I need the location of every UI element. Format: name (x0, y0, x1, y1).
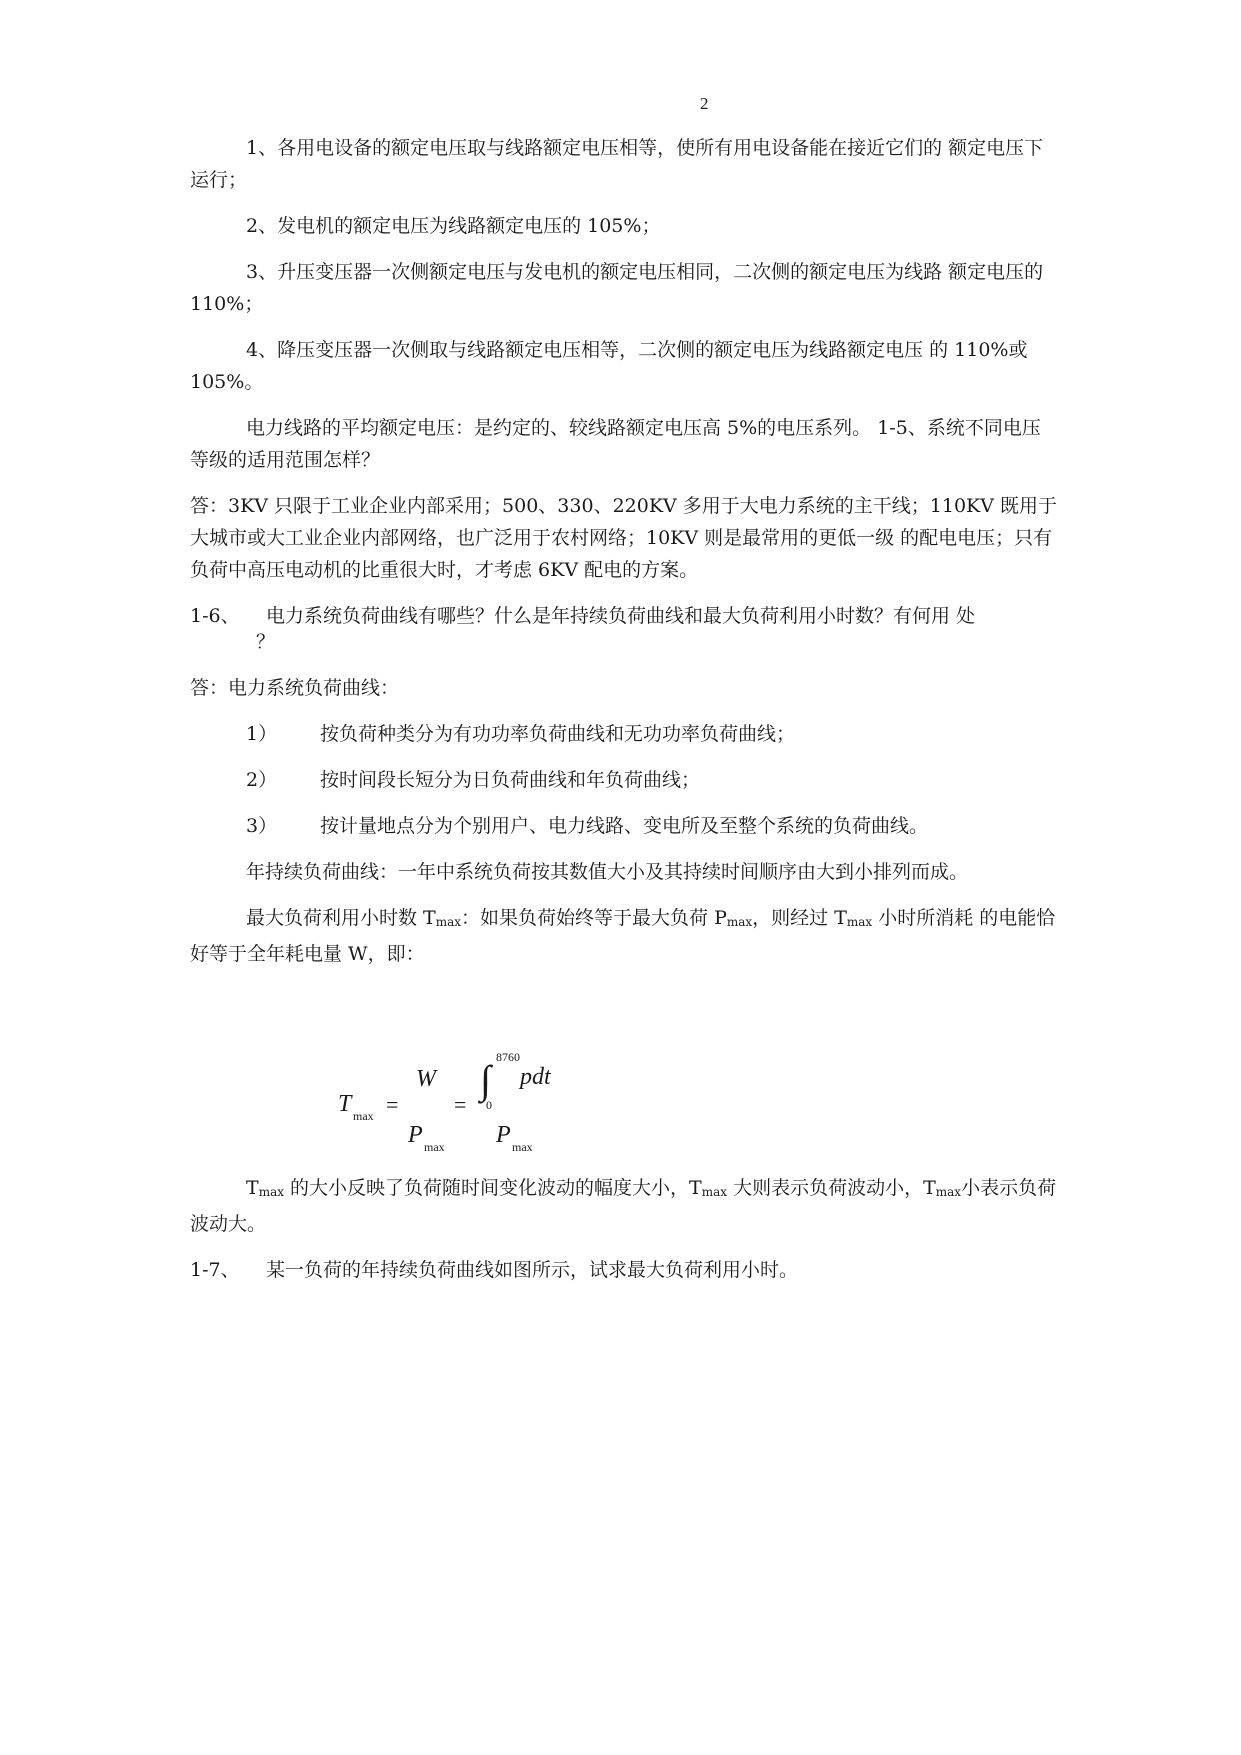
text-segment: ：如果负荷始终等于最大负荷 P (461, 907, 727, 929)
subscript: max (935, 1185, 962, 1199)
answer-1-6-intro: 答：电力系统负荷曲线： (190, 677, 400, 699)
subscript: max (435, 915, 462, 929)
tmax-formula (338, 1050, 578, 1154)
integral-upper-limit: 8760 (496, 1050, 520, 1064)
subscript: max (701, 1185, 728, 1199)
list-item-number: 2） (246, 769, 278, 791)
paragraph-annual-load-curve: 年持续负荷曲线：一年中系统负荷按其数值大小及其持续时间顺序由大到小排列而成。 (246, 861, 969, 883)
text-segment: 最大负荷利用小时数 T (246, 907, 436, 929)
list-item-text: 按计量地点分为个别用户、电力线路、变电所及至整个系统的负荷曲线。 (320, 815, 929, 837)
formula-equals: = (386, 1092, 399, 1117)
body-text (190, 132, 1058, 984)
formula-denominator-p: P (408, 1122, 423, 1148)
question-1-7 (190, 1254, 1058, 1286)
list-item-text: 按时间段长短分为日负荷曲线和年负荷曲线； (320, 769, 701, 791)
question-1-7-number: 1-7、 (190, 1259, 240, 1281)
text-segment: 小时所消耗 的电能恰好等于全年耗电量 W，即： (190, 907, 1056, 965)
integral-lower-limit: 0 (486, 1098, 492, 1112)
formula-denominator-subscript: max (512, 1140, 533, 1154)
question-1-6-text: 电力系统负荷曲线有哪些？什么是年持续负荷曲线和最大负荷利用小时数？有何用 处 (266, 605, 976, 627)
question-1-7-text: 某一负荷的年持续负荷曲线如图所示，试求最大负荷利用小时。 (266, 1259, 799, 1281)
list-item-number: 3） (246, 815, 278, 837)
text-segment: 小表示负荷波动大。 (190, 1177, 1057, 1235)
paragraph-2: 2、发电机的额定电压为线路额定电压的 105%； (246, 215, 661, 237)
subscript: max (258, 1185, 284, 1199)
list-item (246, 764, 1058, 796)
text-segment: 的大小反映了负荷随时间变化波动的幅度大小，T (284, 1177, 702, 1199)
formula-lhs-subscript: max (353, 1109, 374, 1123)
list-item-number: 1） (246, 723, 278, 745)
paragraph-3: 3、升压变压器一次侧额定电压与发电机的额定电压相同，二次侧的额定电压为线路 额定电压的 110%； (190, 261, 1044, 315)
formula-numerator-w: W (416, 1066, 436, 1092)
answer-1-5: 答：3KV 只限于工业企业内部采用；500、330、220KV 多用于大电力系统的主干线；110KV 既用于大城市或大工业企业内部网络，也广泛用于农村网络；10KV 则是最常用的更低一级 的配电电压；只有负荷中高压电动机的比重很大时，才考虑 6KV 配电的方案。 (190, 495, 1058, 581)
question-1-6 (190, 600, 1058, 658)
text-segment: T (246, 1177, 259, 1199)
subscript: max (726, 915, 753, 929)
subscript: max (846, 915, 873, 929)
formula-equals: = (454, 1092, 467, 1117)
question-1-6-continuation: ？ (256, 631, 276, 653)
text-segment: 大则表示负荷波动小，T (727, 1177, 936, 1199)
paragraph-5: 电力线路的平均额定电压：是约定的、较线路额定电压高 5%的电压系列。 1-5、系统不同电压等级的适用范围怎样？ (190, 417, 1041, 471)
list-item (246, 718, 1058, 750)
formula-integrand: pdt (520, 1064, 551, 1090)
paragraph-tmax-definition (190, 902, 1058, 970)
question-1-6-number: 1-6、 (190, 605, 240, 627)
paragraph-4: 4、降压变压器一次侧取与线路额定电压相等，二次侧的额定电压为线路额定电压 的 110%或 105%。 (190, 339, 1028, 393)
formula-lhs: T (338, 1091, 352, 1117)
text-segment: ，则经过 T (752, 907, 847, 929)
page-number: 2 (700, 94, 709, 113)
formula-denominator-subscript: max (424, 1140, 445, 1154)
paragraph-1: 1、各用电设备的额定电压取与线路额定电压相等，使所有用电设备能在接近它们的 额定电压下运行； (190, 137, 1044, 191)
formula-denominator-p: P (496, 1122, 511, 1148)
body-text-continued (190, 1172, 1058, 1300)
list-item (246, 810, 1058, 842)
list-item-text: 按负荷种类分为有功功率负荷曲线和无功功率负荷曲线； (320, 723, 796, 745)
integral-icon: ∫ (480, 1057, 491, 1102)
paragraph-tmax-reflects (190, 1172, 1058, 1240)
